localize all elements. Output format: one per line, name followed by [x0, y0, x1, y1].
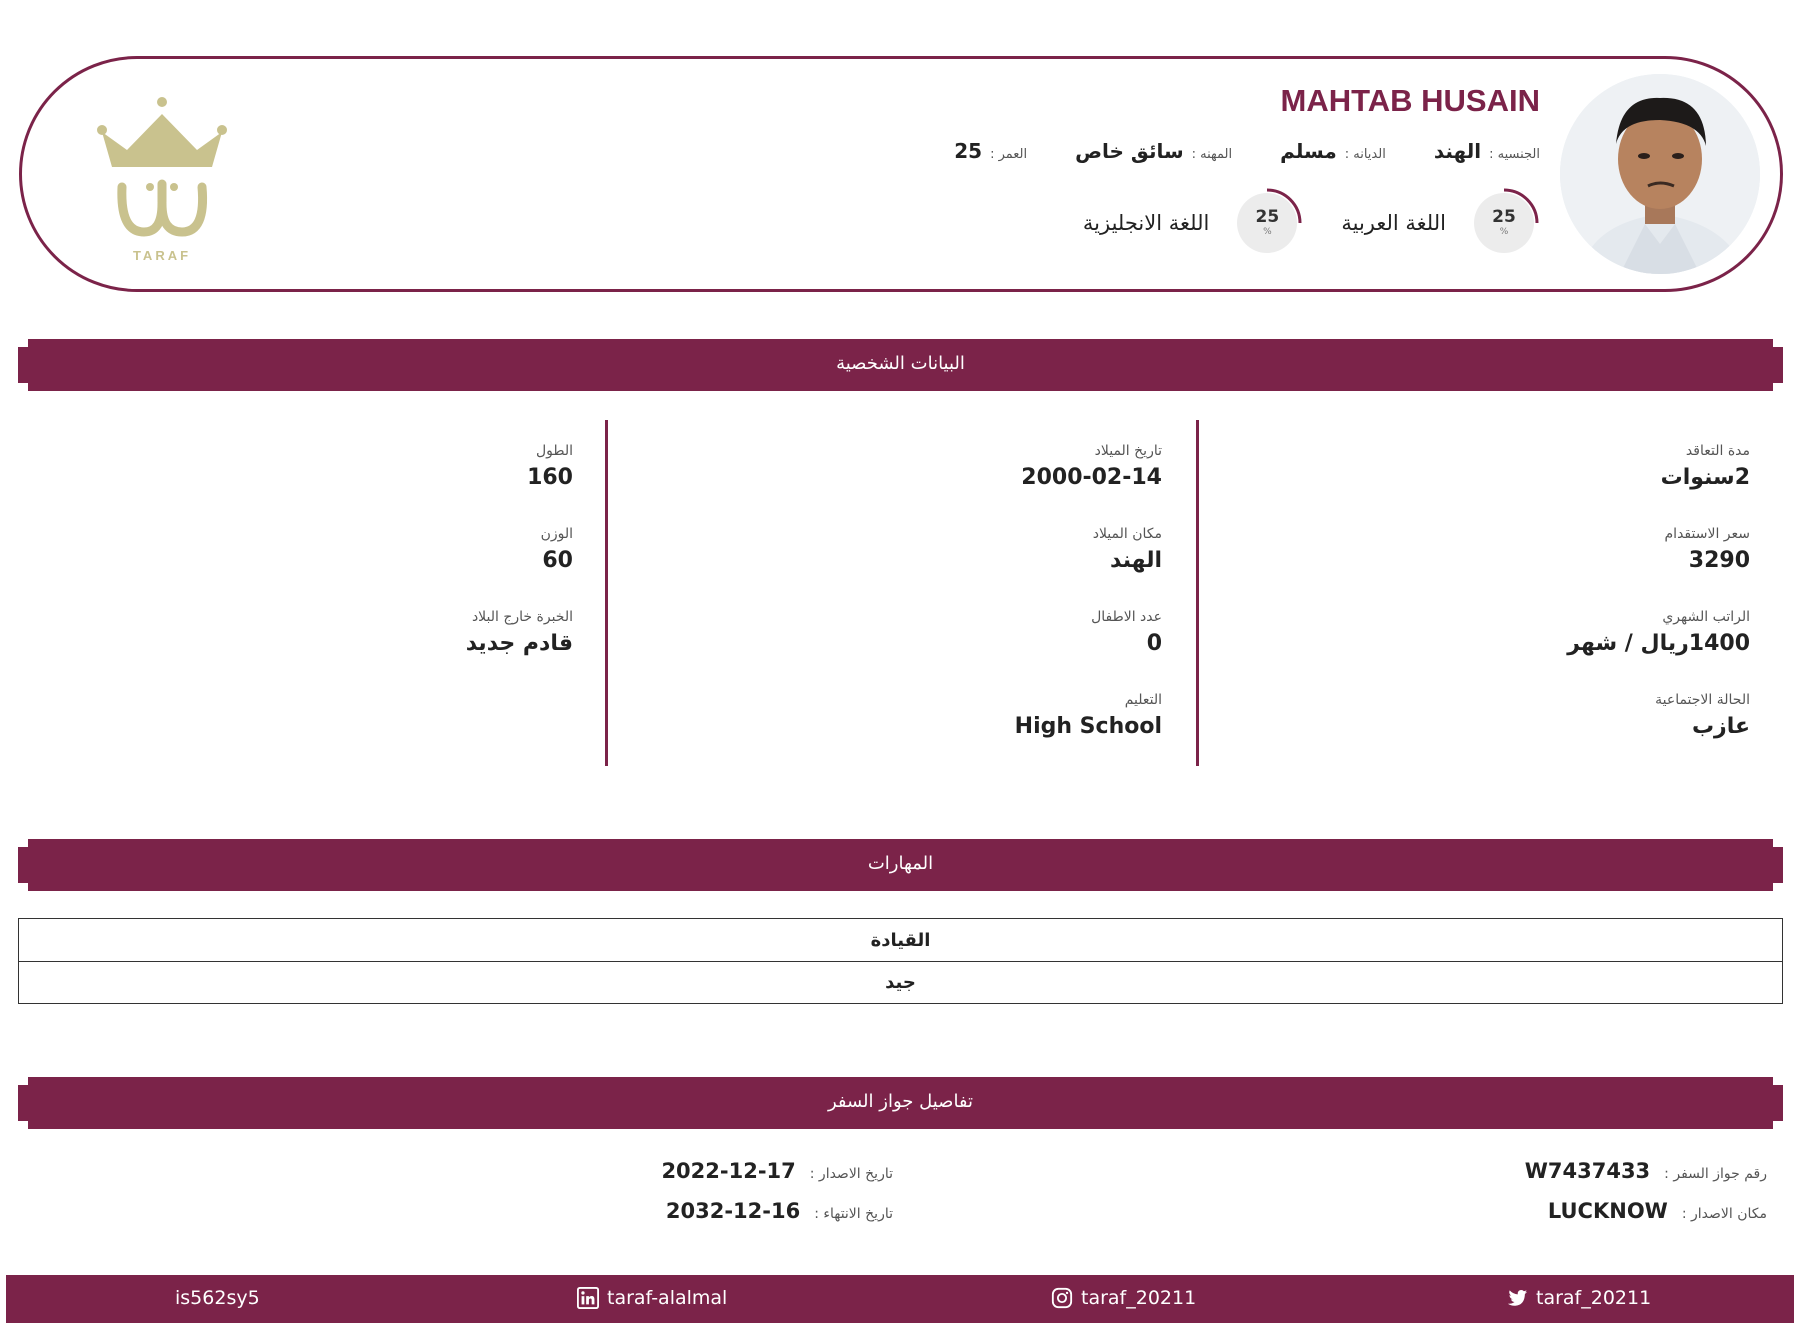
english-label: اللغة الانجليزية: [1082, 211, 1210, 235]
language-arabic: [1341, 187, 1540, 259]
arabic-level-value: 25: [1492, 207, 1516, 227]
field-birth-place: [1093, 526, 1162, 573]
field-label: سعر الاستقدام: [1664, 526, 1750, 542]
column-divider: [605, 420, 608, 766]
instagram-link[interactable]: [1051, 1287, 1196, 1309]
field-value: 60: [542, 548, 573, 573]
language-english: [1083, 187, 1303, 259]
passport-number: [1525, 1159, 1767, 1183]
english-level-unit: %: [1263, 227, 1272, 237]
age-item: [954, 139, 1027, 163]
field-value: عازب: [1691, 714, 1750, 739]
field-value: 0: [1146, 631, 1162, 656]
field-value: 3290: [1688, 548, 1750, 573]
field-value: قادم جديد: [465, 631, 573, 656]
religion-label: الديانه :: [1344, 147, 1386, 162]
twitter-icon: [1506, 1287, 1528, 1309]
field-value: High School: [1014, 714, 1162, 739]
field-value: 2000-02-14: [1021, 465, 1162, 490]
issue-date-label: تاريخ الاصدار :: [809, 1166, 893, 1182]
field-marital-status: [1655, 692, 1750, 739]
field-height: [527, 443, 573, 490]
field-weight: [541, 526, 573, 573]
twitter-link[interactable]: [1506, 1287, 1651, 1309]
profile-card: [19, 56, 1783, 292]
field-label: الخبرة خارج البلاد: [471, 609, 573, 625]
religion-value: مسلم: [1280, 139, 1337, 163]
age-value: 25: [954, 139, 983, 163]
skills-title: المهارات: [867, 853, 934, 874]
instagram-handle: taraf_20211: [1081, 1287, 1197, 1309]
field-experience-abroad: [466, 609, 573, 656]
field-label: مكان الميلاد: [1092, 526, 1162, 542]
field-monthly-salary: [1567, 609, 1750, 656]
field-recruitment-cost: [1665, 526, 1750, 573]
age-label: العمر :: [990, 147, 1028, 162]
field-value: 160: [527, 465, 573, 490]
linkedin-icon: [577, 1287, 599, 1309]
linkedin-link[interactable]: [577, 1287, 727, 1309]
field-label: تاريخ الميلاد: [1094, 443, 1162, 459]
field-label: الحالة الاجتماعية: [1655, 692, 1750, 708]
expiry-value: 2032-12-16: [665, 1199, 801, 1223]
twitter-handle: taraf_20211: [1536, 1287, 1652, 1309]
english-level-gauge: [1231, 187, 1303, 259]
instagram-icon: [1051, 1287, 1073, 1309]
arabic-label: اللغة العربية: [1341, 211, 1446, 235]
nationality-label: الجنسيه :: [1489, 147, 1540, 162]
arabic-level-gauge: [1468, 187, 1540, 259]
column-divider: [1196, 420, 1199, 766]
passport-issue-place: [1548, 1199, 1767, 1223]
nationality-item: [1434, 139, 1540, 163]
expiry-label: تاريخ الانتهاء :: [814, 1206, 893, 1222]
candidate-name: MAHTAB HUSAIN: [1280, 83, 1540, 118]
field-label: عدد الاطفال: [1091, 609, 1162, 625]
passport-banner: [18, 1077, 1783, 1129]
field-education: [1015, 692, 1162, 739]
footer: [6, 1275, 1794, 1323]
arabic-level-unit: %: [1499, 227, 1509, 237]
linkedin-handle: taraf-alalmal: [607, 1287, 728, 1309]
basic-info: [954, 139, 1540, 163]
logo-text: TARAF: [132, 248, 192, 263]
nationality-value: الهند: [1433, 139, 1482, 163]
passport-number-value: W7437433: [1524, 1159, 1651, 1183]
field-value: الهند: [1109, 548, 1162, 573]
field-label: الراتب الشهري: [1662, 609, 1750, 625]
profession-item: [1075, 139, 1232, 163]
english-level-value: 25: [1255, 207, 1280, 227]
personal-data-banner: [18, 339, 1783, 391]
taraf-logo: [82, 92, 242, 267]
skills-table: [18, 918, 1783, 1004]
passport-number-label: رقم جواز السفر :: [1664, 1166, 1767, 1182]
field-children-count: [1091, 609, 1162, 656]
religion-item: [1280, 139, 1386, 163]
skills-banner: [18, 839, 1783, 891]
field-label: التعليم: [1124, 692, 1162, 708]
language-levels: [1083, 187, 1540, 259]
field-label: الوزن: [540, 526, 573, 542]
field-value: 2سنوات: [1660, 465, 1750, 490]
profession-label: المهنه :: [1191, 147, 1233, 162]
profile-photo: [1560, 74, 1760, 274]
passport-expiry: [666, 1199, 893, 1223]
issue-date-value: 2022-12-17: [661, 1159, 796, 1183]
field-label: مدة التعاقد: [1685, 443, 1750, 459]
issue-place-label: مكان الاصدار :: [1681, 1206, 1767, 1222]
passport-issue-date: [661, 1159, 893, 1183]
field-birth-date: [1021, 443, 1162, 490]
footer-code-text: is562sy5: [175, 1287, 260, 1309]
passport-title: تفاصيل جواز السفر: [827, 1091, 974, 1112]
issue-place-value: LUCKNOW: [1547, 1199, 1668, 1223]
personal-data-title: البيانات الشخصية: [836, 353, 965, 374]
skill-level-row: جيد: [19, 961, 1782, 1003]
field-value: 1400ريال / شهر: [1567, 631, 1750, 656]
field-contract-duration: [1661, 443, 1750, 490]
skill-name-row: القيادة: [870, 929, 931, 951]
profession-value: سائق خاص: [1075, 139, 1184, 163]
footer-code: [175, 1287, 260, 1309]
field-label: الطول: [535, 443, 573, 459]
